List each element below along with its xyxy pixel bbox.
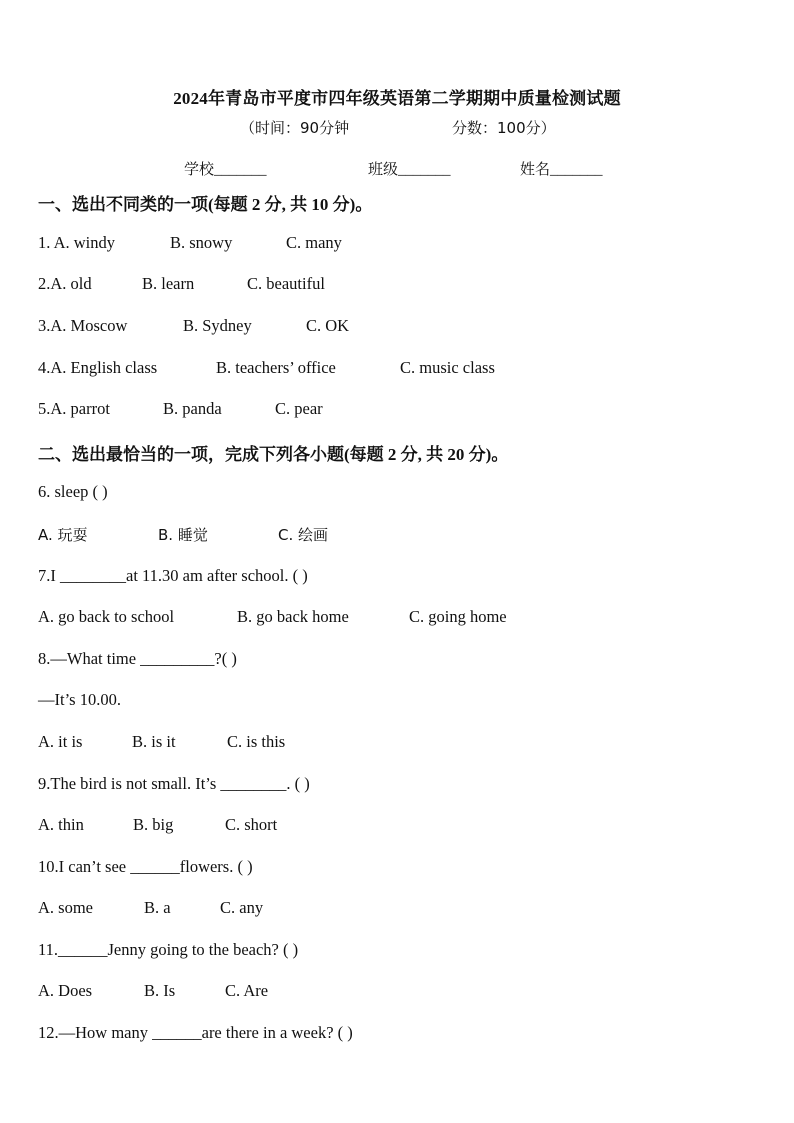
option-c: C. Are	[225, 981, 269, 1000]
exam-title: 2024年青岛市平度市四年级英语第二学期期中质量检测试题	[173, 89, 621, 108]
option-a: A. Does	[38, 981, 93, 1000]
option-b: B. Sydney	[183, 316, 252, 335]
option-a: A. it is	[38, 732, 83, 751]
option-c: C. beautiful	[247, 274, 325, 293]
question-7-stem: 7.I ________at 11.30 am after school. ( )	[38, 566, 308, 585]
option-b: B. is it	[132, 732, 176, 751]
option-a: A. thin	[38, 815, 84, 834]
question-10-stem: 10.I can’t see ______flowers. ( )	[38, 857, 253, 876]
question-7-options	[38, 607, 507, 627]
question-6-options	[38, 524, 328, 545]
school-field[interactable]: 学校_______	[184, 162, 267, 178]
option-c: C. short	[225, 815, 278, 834]
exam-time: （时间：90分钟	[240, 119, 350, 137]
option-b: B. a	[144, 898, 171, 917]
option-a: 4.A. English class	[38, 358, 158, 377]
class-field[interactable]: 班级_______	[368, 162, 451, 178]
question-8-answer: —It’s 10.00.	[38, 690, 121, 709]
question-9-options	[38, 815, 277, 835]
option-c: C. any	[220, 898, 264, 917]
option-a: A. 玩耍	[38, 526, 88, 544]
option-b: B. big	[133, 815, 174, 834]
section-2-heading: 二、选出最恰当的一项，完成下列各小题(每题 2 分, 共 20 分)。	[38, 445, 509, 464]
question-11-stem: 11.______Jenny going to the beach? ( )	[38, 940, 299, 959]
option-b: B. go back home	[237, 607, 349, 626]
option-c: C. many	[286, 233, 342, 252]
option-c: C. music class	[400, 358, 495, 377]
option-a: 5.A. parrot	[38, 399, 110, 418]
option-b: B. panda	[163, 399, 222, 418]
option-a: A. go back to school	[38, 607, 175, 626]
option-c: C. pear	[275, 399, 323, 418]
exam-score: 分数：100分）	[452, 119, 556, 137]
option-a: 1. A. windy	[38, 233, 116, 252]
question-3	[38, 316, 349, 336]
option-a: A. some	[38, 898, 93, 917]
option-a: 3.A. Moscow	[38, 316, 128, 335]
option-a: 2.A. old	[38, 274, 92, 293]
question-8-options	[38, 732, 285, 752]
option-b: B. learn	[142, 274, 195, 293]
name-field[interactable]: 姓名_______	[520, 162, 603, 178]
option-c: C. 绘画	[278, 526, 329, 544]
option-c: C. OK	[306, 316, 350, 335]
question-8-stem: 8.—What time _________?( )	[38, 649, 237, 668]
section-1-heading: 一、选出不同类的一项(每题 2 分, 共 10 分)。	[38, 195, 373, 214]
option-c: C. going home	[409, 607, 507, 626]
question-2	[38, 274, 325, 294]
question-6-stem: 6. sleep ( )	[38, 482, 108, 501]
option-b: B. snowy	[170, 233, 233, 252]
question-5	[38, 399, 323, 419]
question-10-options	[38, 898, 263, 918]
option-b: B. 睡觉	[158, 526, 208, 544]
option-b: B. Is	[144, 981, 176, 1000]
question-9-stem: 9.The bird is not small. It’s ________. ( )	[38, 774, 310, 793]
option-c: C. is this	[227, 732, 286, 751]
option-b: B. teachers’ office	[216, 358, 336, 377]
question-4	[38, 358, 495, 378]
question-12-stem: 12.—How many ______are there in a week? ( )	[38, 1023, 353, 1042]
question-1	[38, 233, 342, 253]
question-11-options	[38, 981, 268, 1001]
